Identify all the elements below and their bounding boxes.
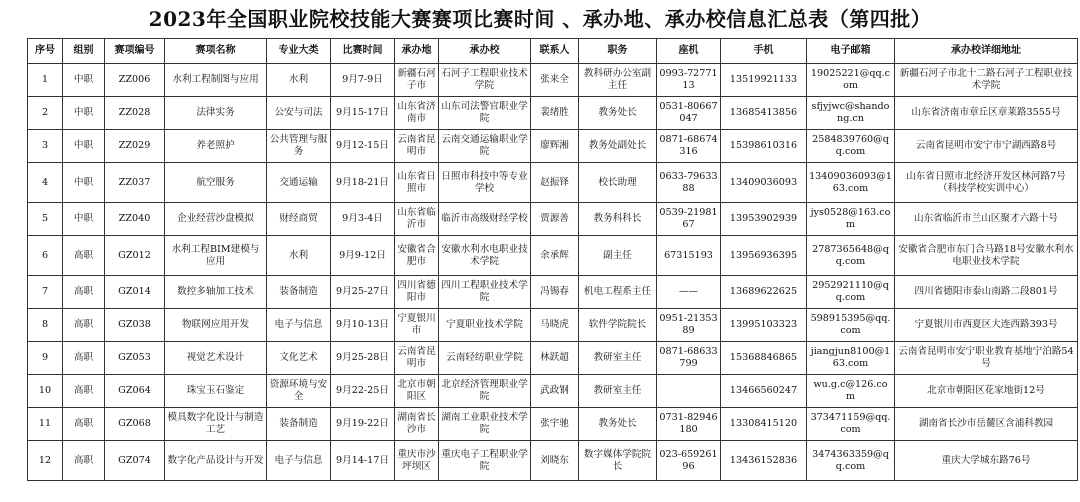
cell-event-name: 物联网应用开发	[165, 309, 267, 342]
cell-landline: 0993-7277113	[657, 64, 721, 97]
cell-seq: 4	[28, 163, 63, 203]
cell-competition-time: 9月19-22日	[331, 408, 395, 441]
cell-event-code: GZ074	[105, 441, 165, 481]
cell-host-school: 四川工程职业技术学院	[439, 276, 531, 309]
cell-landline: ——	[657, 276, 721, 309]
cell-contact-person: 赵振铎	[531, 163, 579, 203]
cell-competition-time: 9月3-4日	[331, 203, 395, 236]
cell-contact-person: 裴绪胜	[531, 97, 579, 130]
cell-seq: 3	[28, 130, 63, 163]
cell-major-category: 公共管理与服务	[267, 130, 331, 163]
cell-group: 中职	[63, 64, 105, 97]
cell-host-school: 日照市科技中等专业学校	[439, 163, 531, 203]
cell-host-school: 湖南工业职业技术学院	[439, 408, 531, 441]
cell-position: 教务科科长	[579, 203, 657, 236]
cell-school-address: 湖南省长沙市岳麓区含浦科教园	[895, 408, 1078, 441]
cell-contact-person: 贾源善	[531, 203, 579, 236]
cell-competition-time: 9月22-25日	[331, 375, 395, 408]
table-row	[28, 236, 1078, 276]
cell-host-city: 安徽省合肥市	[395, 236, 439, 276]
cell-landline: 0539-2198167	[657, 203, 721, 236]
cell-email: 2584839760@qq.com	[807, 130, 895, 163]
cell-school-address: 安徽省合肥市东门合马路18号安徽水利水电职业技术学院	[895, 236, 1078, 276]
cell-host-city: 四川省德阳市	[395, 276, 439, 309]
cell-position: 教务处长	[579, 408, 657, 441]
cell-email: 2787365648@qq.com	[807, 236, 895, 276]
cell-school-address: 山东省临沂市兰山区聚才六路十号	[895, 203, 1078, 236]
cell-seq: 6	[28, 236, 63, 276]
cell-competition-time: 9月7-9日	[331, 64, 395, 97]
cell-event-code: GZ012	[105, 236, 165, 276]
cell-email: 598915395@qq.com	[807, 309, 895, 342]
cell-mobile: 13953902939	[721, 203, 807, 236]
cell-major-category: 公安与司法	[267, 97, 331, 130]
cell-seq: 12	[28, 441, 63, 481]
cell-group: 高职	[63, 276, 105, 309]
table-row	[28, 441, 1078, 481]
column-header: 手机	[721, 39, 807, 64]
cell-competition-time: 9月25-28日	[331, 342, 395, 375]
cell-event-code: GZ064	[105, 375, 165, 408]
cell-position: 教研室主任	[579, 342, 657, 375]
cell-mobile: 13466560247	[721, 375, 807, 408]
cell-competition-time: 9月18-21日	[331, 163, 395, 203]
cell-email: 3474363359@qq.com	[807, 441, 895, 481]
cell-school-address: 云南省昆明市安宁市宁湖西路8号	[895, 130, 1078, 163]
column-header: 座机	[657, 39, 721, 64]
cell-host-city: 宁夏银川市	[395, 309, 439, 342]
cell-contact-person: 刘晓东	[531, 441, 579, 481]
cell-school-address: 四川省德阳市泰山南路二段801号	[895, 276, 1078, 309]
table-row	[28, 375, 1078, 408]
cell-group: 高职	[63, 408, 105, 441]
cell-position: 教研室主任	[579, 375, 657, 408]
cell-host-city: 湖南省长沙市	[395, 408, 439, 441]
table-row	[28, 130, 1078, 163]
cell-event-code: ZZ037	[105, 163, 165, 203]
column-header: 专业大类	[267, 39, 331, 64]
table-row	[28, 163, 1078, 203]
cell-host-school: 重庆电子工程职业学院	[439, 441, 531, 481]
cell-host-city: 重庆市沙坪坝区	[395, 441, 439, 481]
cell-group: 高职	[63, 236, 105, 276]
cell-group: 高职	[63, 309, 105, 342]
cell-event-code: GZ068	[105, 408, 165, 441]
cell-email: jiangjun8100@163.com	[807, 342, 895, 375]
column-header: 承办校	[439, 39, 531, 64]
cell-contact-person: 张来全	[531, 64, 579, 97]
cell-major-category: 电子与信息	[267, 441, 331, 481]
cell-event-name: 珠宝玉石鉴定	[165, 375, 267, 408]
cell-email: jys0528@163.com	[807, 203, 895, 236]
cell-host-school: 宁夏职业技术学院	[439, 309, 531, 342]
column-header: 承办校详细地址	[895, 39, 1078, 64]
cell-email: 373471159@qq.com	[807, 408, 895, 441]
info-table	[27, 38, 1078, 481]
cell-position: 教务处长	[579, 97, 657, 130]
cell-mobile: 13308415120	[721, 408, 807, 441]
cell-competition-time: 9月9-12日	[331, 236, 395, 276]
cell-event-name: 模具数字化设计与制造工艺	[165, 408, 267, 441]
cell-school-address: 山东省日照市北经济开发区林河路7号（科技学校实训中心）	[895, 163, 1078, 203]
column-header: 承办地	[395, 39, 439, 64]
cell-position: 教科研办公室副主任	[579, 64, 657, 97]
cell-major-category: 资源环境与安全	[267, 375, 331, 408]
cell-position: 校长助理	[579, 163, 657, 203]
cell-landline: 0951-2135389	[657, 309, 721, 342]
cell-event-code: ZZ028	[105, 97, 165, 130]
cell-event-name: 养老照护	[165, 130, 267, 163]
cell-group: 中职	[63, 163, 105, 203]
cell-contact-person: 廖辉湘	[531, 130, 579, 163]
cell-competition-time: 9月25-27日	[331, 276, 395, 309]
cell-host-school: 安徽水利水电职业技术学院	[439, 236, 531, 276]
cell-event-code: GZ053	[105, 342, 165, 375]
cell-mobile: 13685413856	[721, 97, 807, 130]
cell-position: 机电工程系主任	[579, 276, 657, 309]
cell-host-school: 临沂市高级财经学校	[439, 203, 531, 236]
cell-host-school: 山东司法警官职业学院	[439, 97, 531, 130]
cell-seq: 2	[28, 97, 63, 130]
cell-landline: 0633-7963388	[657, 163, 721, 203]
cell-host-city: 云南省昆明市	[395, 342, 439, 375]
table-row	[28, 64, 1078, 97]
cell-mobile: 13519921133	[721, 64, 807, 97]
cell-event-name: 企业经营沙盘模拟	[165, 203, 267, 236]
cell-seq: 10	[28, 375, 63, 408]
cell-event-name: 数字化产品设计与开发	[165, 441, 267, 481]
table-row	[28, 97, 1078, 130]
cell-mobile: 13956936395	[721, 236, 807, 276]
cell-seq: 11	[28, 408, 63, 441]
cell-event-name: 数控多轴加工技术	[165, 276, 267, 309]
cell-seq: 8	[28, 309, 63, 342]
cell-event-code: GZ038	[105, 309, 165, 342]
cell-host-school: 石河子工程职业技术学院	[439, 64, 531, 97]
page-title: 2023年全国职业院校技能大赛赛项比赛时间 、承办地、承办校信息汇总表（第四批）	[148, 7, 932, 31]
cell-contact-person: 林跃超	[531, 342, 579, 375]
cell-school-address: 云南省昆明市安宁职业教育基地宁泊路54号	[895, 342, 1078, 375]
cell-competition-time: 9月12-15日	[331, 130, 395, 163]
cell-mobile: 13409036093	[721, 163, 807, 203]
cell-event-name: 视觉艺术设计	[165, 342, 267, 375]
cell-position: 软件学院院长	[579, 309, 657, 342]
cell-event-name: 水利工程制图与应用	[165, 64, 267, 97]
column-header: 赛项名称	[165, 39, 267, 64]
cell-landline: 0531-80667047	[657, 97, 721, 130]
cell-event-name: 法律实务	[165, 97, 267, 130]
cell-host-city: 云南省昆明市	[395, 130, 439, 163]
column-header: 职务	[579, 39, 657, 64]
column-header: 序号	[28, 39, 63, 64]
cell-major-category: 水利	[267, 236, 331, 276]
cell-landline: 0731-82946180	[657, 408, 721, 441]
cell-host-school: 云南轻纺职业学院	[439, 342, 531, 375]
cell-group: 高职	[63, 375, 105, 408]
cell-major-category: 文化艺术	[267, 342, 331, 375]
cell-email: sfjyjwc@shandong.cn	[807, 97, 895, 130]
cell-school-address: 重庆大学城东路76号	[895, 441, 1078, 481]
cell-school-address: 北京市朝阳区花家地街12号	[895, 375, 1078, 408]
cell-major-category: 装备制造	[267, 408, 331, 441]
cell-major-category: 财经商贸	[267, 203, 331, 236]
cell-landline: 0871-68674316	[657, 130, 721, 163]
cell-competition-time: 9月14-17日	[331, 441, 395, 481]
cell-competition-time: 9月10-13日	[331, 309, 395, 342]
table-row	[28, 408, 1078, 441]
cell-seq: 5	[28, 203, 63, 236]
cell-landline	[657, 375, 721, 408]
cell-mobile: 13436152836	[721, 441, 807, 481]
cell-event-code: ZZ040	[105, 203, 165, 236]
table-row	[28, 309, 1078, 342]
cell-event-name: 航空服务	[165, 163, 267, 203]
cell-event-code: GZ014	[105, 276, 165, 309]
cell-contact-person: 张宇驰	[531, 408, 579, 441]
cell-email: wu.g.c@126.com	[807, 375, 895, 408]
column-header: 组别	[63, 39, 105, 64]
column-header: 比赛时间	[331, 39, 395, 64]
cell-group: 高职	[63, 441, 105, 481]
cell-group: 中职	[63, 97, 105, 130]
cell-landline: 67315193	[657, 236, 721, 276]
cell-seq: 9	[28, 342, 63, 375]
cell-position: 数字媒体学院院长	[579, 441, 657, 481]
column-header: 联系人	[531, 39, 579, 64]
cell-school-address: 新疆石河子市北十二路石河子工程职业技术学院	[895, 64, 1078, 97]
cell-major-category: 水利	[267, 64, 331, 97]
header-row	[28, 39, 1078, 64]
cell-school-address: 宁夏银川市西夏区大连西路393号	[895, 309, 1078, 342]
table-row	[28, 203, 1078, 236]
cell-host-city: 新疆石河子市	[395, 64, 439, 97]
cell-major-category: 交通运输	[267, 163, 331, 203]
cell-competition-time: 9月15-17日	[331, 97, 395, 130]
cell-email: 13409036093@163.com	[807, 163, 895, 203]
cell-event-code: ZZ006	[105, 64, 165, 97]
cell-contact-person: 马晓虎	[531, 309, 579, 342]
cell-position: 教务处副处长	[579, 130, 657, 163]
cell-position: 副主任	[579, 236, 657, 276]
cell-major-category: 电子与信息	[267, 309, 331, 342]
cell-host-school: 云南交通运输职业学院	[439, 130, 531, 163]
cell-host-city: 山东省临沂市	[395, 203, 439, 236]
cell-event-code: ZZ029	[105, 130, 165, 163]
cell-mobile: 13689622625	[721, 276, 807, 309]
cell-host-city: 山东省日照市	[395, 163, 439, 203]
cell-mobile: 15368846865	[721, 342, 807, 375]
cell-email: 2952921110@qq.com	[807, 276, 895, 309]
cell-host-city: 山东省济南市	[395, 97, 439, 130]
column-header: 赛项编号	[105, 39, 165, 64]
cell-contact-person: 冯锡春	[531, 276, 579, 309]
cell-seq: 7	[28, 276, 63, 309]
cell-mobile: 15398610316	[721, 130, 807, 163]
cell-host-school: 北京经济管理职业学院	[439, 375, 531, 408]
column-header: 电子邮箱	[807, 39, 895, 64]
table-row	[28, 342, 1078, 375]
cell-contact-person: 武政钢	[531, 375, 579, 408]
cell-mobile: 13995103323	[721, 309, 807, 342]
cell-seq: 1	[28, 64, 63, 97]
cell-landline: 0871-68633799	[657, 342, 721, 375]
cell-group: 中职	[63, 130, 105, 163]
cell-group: 中职	[63, 203, 105, 236]
cell-school-address: 山东省济南市章丘区章莱路3555号	[895, 97, 1078, 130]
cell-group: 高职	[63, 342, 105, 375]
cell-event-name: 水利工程BIM建模与应用	[165, 236, 267, 276]
cell-major-category: 装备制造	[267, 276, 331, 309]
cell-contact-person: 余承辉	[531, 236, 579, 276]
cell-email: 19025221@qq.com	[807, 64, 895, 97]
cell-host-city: 北京市朝阳区	[395, 375, 439, 408]
cell-landline: 023-65926196	[657, 441, 721, 481]
table-row	[28, 276, 1078, 309]
